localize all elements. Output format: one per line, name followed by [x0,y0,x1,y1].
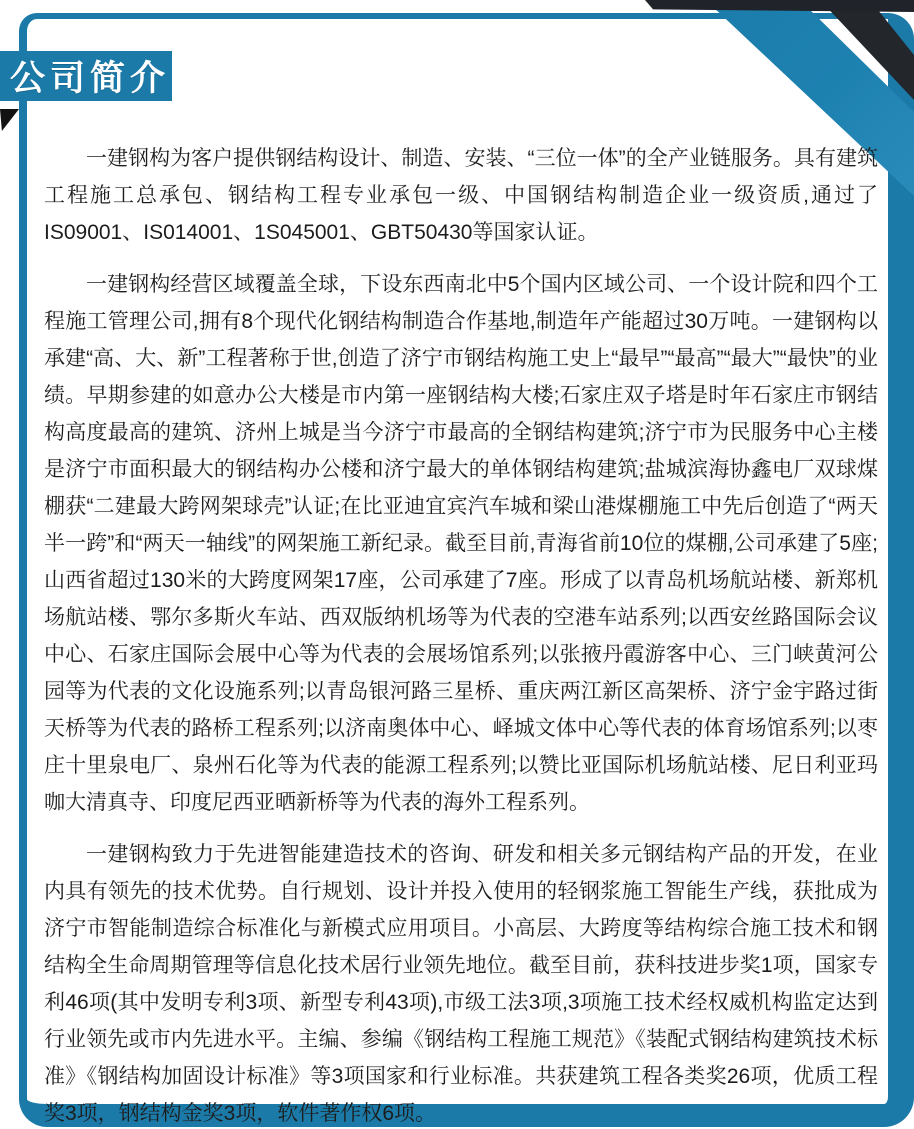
page-title-banner [0,51,172,101]
triangle-accent-icon [0,109,19,131]
page-title: 公司简介 [10,58,171,99]
paragraph-technology: 一建钢构致力于先进智能建造技术的咨询、研发和相关多元钢结构产品的开发，在业内具有领先的技术优势。自行规划、设计并投入使用的轻钢浆施工智能生产线，获批成为济宁市智能制造综合标准化与新模式应用项目。小高层、大跨度等结构综合施工技术和钢结构全生命周期管理等信息化技术居行业领先地位。截至目前，获科技进步奖1项，国家专利46项(其中发明专利3项、新型专利43项),市级工法3项,3项施工技术经权威机构监定达到行业领先或市内先进水平。主编、参编《钢结构工程施工规范》《装配式钢结构建筑技术标准》《钢结构加固设计标准》等3项国家和行业标准。共获建筑工程各类奖26项，优质工程奖3项，钢结构金奖3项，软件著作权6项。 [44,843,878,1125]
corner-dark-strip [645,0,914,12]
paragraph-achievements: 一建钢构经营区域覆盖全球，下设东西南北中5个国内区域公司、一个设计院和四个工程施工管理公司,拥有8个现代化钢结构制造合作基地,制造年产能超过30万吨。一建钢构以承建“高、大、新”工程著称于世,创造了济宁市钢结构施工史上“最早”“最高”“最大”“最快”的业绩。早期参建的如意办公大楼是市内第一座钢结构大楼;石家庄双子塔是时年石家庄市钢结构高度最高的建筑、济州上城是当今济宁市最高的全钢结构建筑;济宁市为民服务中心主楼是济宁市面积最大的钢结构办公楼和济宁最大的单体钢结构建筑;盐城滨海协鑫电厂双球煤棚获“二建最大跨网架球壳”认证;在比亚迪宜宾汽车城和梁山港煤棚施工中先后创造了“两天半一跨”和“两天一轴线”的网架施工新纪录。截至目前,青海省前10位的煤棚,公司承建了5座;山西省超过130米的大跨度网架17座，公司承建了7座。形成了以青岛机场航站楼、新郑机场航站楼、鄂尔多斯火车站、西双版纳机场等为代表的空港车站系列;以西安丝路国际会议中心、石家庄国际会展中心等为代表的会展场馆系列;以张掖丹霞游客中心、三门峡黄河公园等为代表的文化设施系列;以青岛银河路三星桥、重庆两江新区高架桥、济宁金宇路过街天桥等为代表的路桥工程系列;以济南奥体中心、峄城文体中心等代表的体育场馆系列;以枣庄十里泉电厂、泉州石化等为代表的能源工程系列;以赞比亚国际机场航站楼、尼日利亚玛咖大清真寺、印度尼西亚晒新桥等为代表的海外工程系列。 [44,273,878,814]
profile-body [44,140,878,1129]
paragraph-services: 一建钢构为客户提供钢结构设计、制造、安装、“三位一体”的全产业链服务。具有建筑工程施工总承包、钢结构工程专业承包一级、中国钢结构制造企业一级资质,通过了IS09001、IS014001、1S045001、GBT50430等国家认证。 [44,147,878,244]
